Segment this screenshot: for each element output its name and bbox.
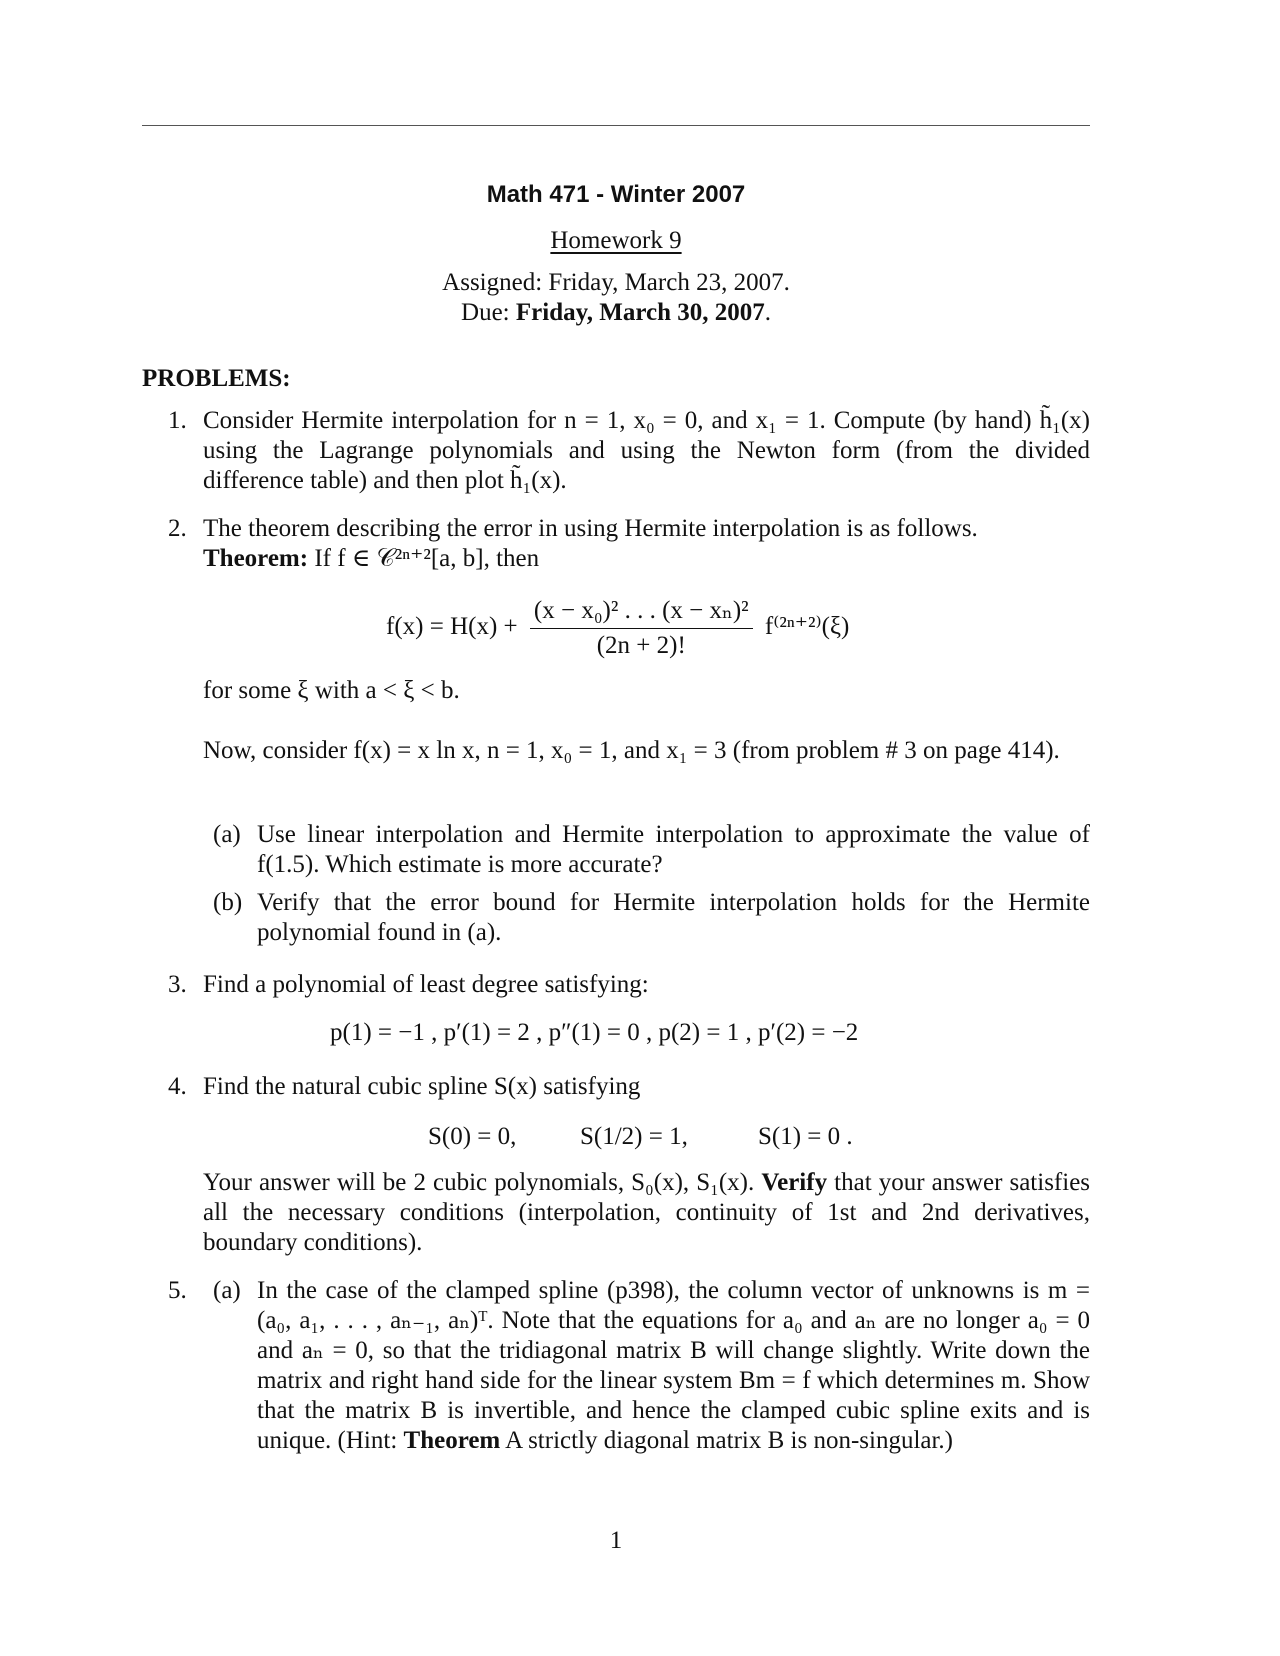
equation-lhs: f(x) = H(x) + <box>386 613 518 641</box>
problem-1-number: 1. <box>168 407 187 434</box>
problem-2b-label: (b) <box>213 889 243 916</box>
verify-label: Verify <box>761 1169 828 1196</box>
equation-fraction <box>530 596 753 661</box>
theorem-text: If f ∈ 𝒞²ⁿ⁺²[a, b], then <box>314 545 540 572</box>
problem-5a-body: In the case of the clamped spline (p398), the column vector of unknowns is m = (a₀, a₁, . . . , aₙ₋₁, aₙ)ᵀ. Note that the equations for a₀ and aₙ are no longer a₀ = 0 and aₙ = 0, so that the tridiagonal matrix B will change slightly. Write down the matrix and right hand side for the linear system Bm = f which determines m. Show that the matrix B is invertible, and hence the clamped cubic spline exits and is unique. (Hint: <box>257 1277 1090 1454</box>
problem-5a-end: A strictly diagonal matrix B is non-singular.) <box>505 1427 954 1454</box>
due-date <box>142 298 1090 328</box>
problem-5-number: 5. <box>168 1277 187 1304</box>
problem-4-answer <box>203 1168 1090 1258</box>
assigned-date: Assigned: Friday, March 23, 2007. <box>442 269 790 296</box>
problem-2-intro-text: The theorem describing the error in using Hermite interpolation is as follows. <box>203 515 978 542</box>
for-some-text: for some ξ with a < ξ < b. <box>203 677 460 704</box>
problem-3-number: 3. <box>168 971 187 998</box>
problem-5a-label: (a) <box>213 1277 241 1304</box>
page-number: 1 <box>609 1527 623 1554</box>
course-title: Math 471 - Winter 2007 <box>486 181 746 208</box>
problem-2a-label: (a) <box>213 821 241 848</box>
answer-post: that your answer satisfies all the necessary conditions (interpolation, continuity of 1st and 2nd derivatives, boundary conditions). <box>203 1169 1091 1256</box>
theorem-label: Theorem: <box>203 545 309 572</box>
due-date-value: Friday, March 30, 2007 <box>515 299 765 326</box>
due-end: . <box>764 299 771 326</box>
homework-title: Homework 9 <box>550 227 682 254</box>
problem-2-intro <box>203 514 1090 574</box>
problem-2a-text: Use linear interpolation and Hermite interpolation to approximate the value of f(1.5). Which estimate is more accurate? <box>257 821 1090 878</box>
problem-3-equation: p(1) = −1 , p′(1) = 2 , p″(1) = 0 , p(2) = 1 , p′(2) = −2 <box>330 1019 859 1046</box>
due-label: Due: <box>461 299 510 326</box>
top-rule <box>142 125 1090 126</box>
answer-pre: Your answer will be 2 cubic polynomials, S₀(x), S₁(x). <box>203 1169 755 1196</box>
spline-condition-2: S(1/2) = 1, <box>580 1123 688 1150</box>
problem-2-now: Now, consider f(x) = x ln x, n = 1, x₀ = 1, and x₁ = 3 (from problem # 3 on page 414). <box>203 737 1060 764</box>
hermite-error-equation <box>386 596 849 661</box>
problem-5a-text <box>257 1276 1090 1456</box>
equation-denominator: (2n + 2)! <box>596 632 686 659</box>
problem-1-text: Consider Hermite interpolation for n = 1, x₀ = 0, and x₁ = 1. Compute (by hand) h̃₁(x) using the Lagrange polynomials and using the Newton form (from the divided difference table) and then plot h̃₁(x). <box>203 407 1090 494</box>
theorem-word: Theorem <box>403 1427 501 1454</box>
problem-4-text: Find the natural cubic spline S(x) satisfying <box>203 1073 641 1100</box>
equation-rhs: f⁽²ⁿ⁺²⁾(ξ) <box>764 613 850 641</box>
spline-condition-3: S(1) = 0 . <box>758 1123 853 1150</box>
spline-condition-1: S(0) = 0, <box>428 1123 517 1150</box>
problem-4-number: 4. <box>168 1073 187 1100</box>
equation-numerator: (x − x₀)² . . . (x − xₙ)² <box>530 596 753 629</box>
problem-2b-text: Verify that the error bound for Hermite interpolation holds for the Hermite polynomial found in (a). <box>257 889 1090 946</box>
problem-3-text: Find a polynomial of least degree satisfying: <box>203 971 649 998</box>
problem-2-number: 2. <box>168 515 187 542</box>
problems-heading: PROBLEMS: <box>142 365 291 392</box>
